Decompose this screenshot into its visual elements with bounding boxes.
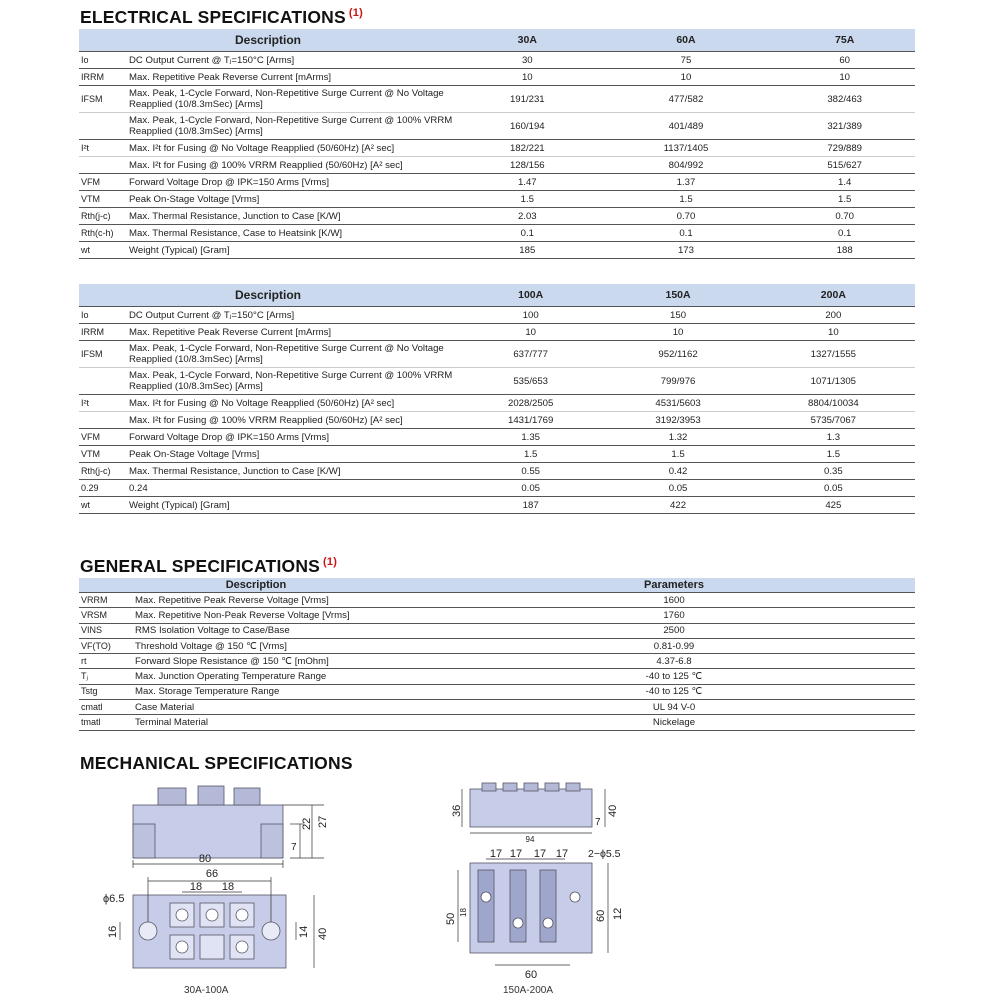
row-value: 382/463 xyxy=(774,86,915,113)
col-description: Description xyxy=(79,284,457,307)
row-description: Max. Peak, 1-Cycle Forward, Non-Repetitive Surge Current @ No Voltage Reapplied (10/8.3mSec) [Arms] xyxy=(127,86,457,113)
row-symbol: VRRM xyxy=(79,593,133,608)
dim-94: 94 xyxy=(525,835,535,844)
row-symbol: IRRM xyxy=(79,324,127,341)
row-value: 10 xyxy=(774,69,915,86)
row-value: 10 xyxy=(604,324,751,341)
col-60a: 60A xyxy=(598,29,775,52)
row-description: Max. Storage Temperature Range xyxy=(133,684,433,699)
row-value: 75 xyxy=(598,52,775,69)
table-row xyxy=(79,86,915,113)
row-value: 10 xyxy=(457,69,598,86)
row-description: Max. Junction Operating Temperature Range xyxy=(133,669,433,684)
row-description: Max. Repetitive Peak Reverse Current [mArms] xyxy=(127,69,457,86)
dim-60: 60 xyxy=(524,969,538,981)
row-value: 2028/2505 xyxy=(457,395,604,412)
row-symbol: IFSM xyxy=(79,86,127,113)
general-table xyxy=(79,578,915,731)
table-row xyxy=(79,341,915,368)
row-symbol: VF(TO) xyxy=(79,638,133,653)
row-value: 729/889 xyxy=(774,140,915,157)
table-row xyxy=(79,715,915,730)
row-value: 1.3 xyxy=(752,429,915,446)
row-symbol xyxy=(79,368,127,395)
table-row xyxy=(79,700,915,715)
table-row xyxy=(79,368,915,395)
table-row xyxy=(79,157,915,174)
row-value: 182/221 xyxy=(457,140,598,157)
table-row xyxy=(79,324,915,341)
row-value: 0.42 xyxy=(604,463,751,480)
row-value: 425 xyxy=(752,497,915,514)
table-row xyxy=(79,463,915,480)
dim-17-b: 17 xyxy=(509,848,523,860)
row-description: Threshold Voltage @ 150 ℃ [Vrms] xyxy=(133,638,433,653)
row-value: 128/156 xyxy=(457,157,598,174)
dim-40: 40 xyxy=(607,804,619,817)
row-description: Max. I²t for Fusing @ 100% VRRM Reapplied (50/60Hz) [A² sec] xyxy=(127,157,457,174)
row-value: 1.5 xyxy=(598,191,775,208)
row-value: 477/582 xyxy=(598,86,775,113)
row-symbol: VRSM xyxy=(79,608,133,623)
row-value: 0.1 xyxy=(774,225,915,242)
row-value: 1.5 xyxy=(604,446,751,463)
dim-18: 18 xyxy=(459,908,468,917)
dim-16: 16 xyxy=(107,925,119,938)
row-value: 1.5 xyxy=(752,446,915,463)
row-value: 1.37 xyxy=(598,174,775,191)
top-view xyxy=(133,895,286,968)
row-description: Max. I²t for Fusing @ No Voltage Reapplied (50/60Hz) [A² sec] xyxy=(127,395,457,412)
row-description: Forward Slope Resistance @ 150 ℃ [mOhm] xyxy=(133,654,433,669)
row-value: 1600 xyxy=(433,593,915,608)
row-value: 799/976 xyxy=(604,368,751,395)
row-value: 3192/3953 xyxy=(604,412,751,429)
row-value: 191/231 xyxy=(457,86,598,113)
col-description: Description xyxy=(79,29,457,52)
row-symbol: 0.29 xyxy=(79,480,127,497)
table-row xyxy=(79,225,915,242)
dim-12: 12 xyxy=(612,907,624,920)
row-description: Max. Peak, 1-Cycle Forward, Non-Repetitive Surge Current @ No Voltage Reapplied (10/8.3mSec) [Arms] xyxy=(127,341,457,368)
table-header xyxy=(79,29,915,52)
row-value: 1071/1305 xyxy=(752,368,915,395)
table-row xyxy=(79,669,915,684)
row-value: 160/194 xyxy=(457,113,598,140)
table-row xyxy=(79,684,915,699)
row-value: 1.5 xyxy=(457,191,598,208)
row-symbol: VFM xyxy=(79,429,127,446)
row-value: 1431/1769 xyxy=(457,412,604,429)
mechanical-heading: MECHANICAL SPECIFICATIONS xyxy=(80,753,353,773)
row-value: -40 to 125 ℃ xyxy=(433,669,915,684)
row-value: 0.55 xyxy=(457,463,604,480)
row-description: Max. Thermal Resistance, Case to Heatsink [K/W] xyxy=(127,225,457,242)
side-view xyxy=(470,783,592,827)
dim-7: 7 xyxy=(291,842,297,853)
dim-40: 40 xyxy=(317,927,329,940)
table-row xyxy=(79,191,915,208)
row-value: 0.70 xyxy=(774,208,915,225)
row-value: 0.70 xyxy=(598,208,775,225)
table-row xyxy=(79,140,915,157)
row-symbol: VTM xyxy=(79,446,127,463)
row-description: DC Output Current @ Tⱼ=150°C [Arms] xyxy=(127,52,457,69)
dim-60-vertical: 60 xyxy=(595,909,607,922)
row-description: RMS Isolation Voltage to Case/Base xyxy=(133,623,433,638)
row-value: 1.47 xyxy=(457,174,598,191)
row-symbol: Io xyxy=(79,52,127,69)
row-value: 10 xyxy=(752,324,915,341)
row-symbol: wt xyxy=(79,497,127,514)
row-value: 8804/10034 xyxy=(752,395,915,412)
col-150a: 150A xyxy=(604,284,751,307)
dim-17-a: 17 xyxy=(489,848,503,860)
row-description: Peak On-Stage Voltage [Vrms] xyxy=(127,191,457,208)
table-row xyxy=(79,638,915,653)
row-value: 1.4 xyxy=(774,174,915,191)
row-symbol: Tⱼ xyxy=(79,669,133,684)
side-view xyxy=(133,786,283,858)
row-value: 401/489 xyxy=(598,113,775,140)
row-symbol: wt xyxy=(79,242,127,259)
table-row xyxy=(79,654,915,669)
row-symbol: IFSM xyxy=(79,341,127,368)
row-description: Forward Voltage Drop @ IPK=150 Arms [Vrms] xyxy=(127,174,457,191)
col-description: Description xyxy=(79,578,433,593)
row-description: Forward Voltage Drop @ IPK=150 Arms [Vrms] xyxy=(127,429,457,446)
row-description: Case Material xyxy=(133,700,433,715)
table-row xyxy=(79,113,915,140)
row-description: Max. Thermal Resistance, Junction to Case [K/W] xyxy=(127,208,457,225)
row-value: -40 to 125 ℃ xyxy=(433,684,915,699)
row-description: Weight (Typical) [Gram] xyxy=(127,242,457,259)
electrical-table-1 xyxy=(79,29,915,259)
row-symbol: Io xyxy=(79,307,127,324)
caption-30a-100a: 30A-100A xyxy=(184,985,229,996)
row-description: Max. Thermal Resistance, Junction to Case [K/W] xyxy=(127,463,457,480)
row-description: Peak On-Stage Voltage [Vrms] xyxy=(127,446,457,463)
row-symbol xyxy=(79,157,127,174)
row-value: 200 xyxy=(752,307,915,324)
row-symbol: tmatl xyxy=(79,715,133,730)
row-symbol: I²t xyxy=(79,140,127,157)
dim-80: 80 xyxy=(198,853,212,865)
row-value: 4531/5603 xyxy=(604,395,751,412)
electrical-heading: ELECTRICAL SPECIFICATIONS $^{(1)}$ xyxy=(80,7,363,27)
col-75a: 75A xyxy=(774,29,915,52)
row-value: 2500 xyxy=(433,623,915,638)
row-symbol: Rth(j-c) xyxy=(79,463,127,480)
table-row xyxy=(79,52,915,69)
row-description: Max. Repetitive Non-Peak Reverse Voltage [Vrms] xyxy=(133,608,433,623)
mechanical-drawing-30a-100a xyxy=(100,780,360,1002)
table-row xyxy=(79,395,915,412)
row-value: 10 xyxy=(598,69,775,86)
row-description: Max. I²t for Fusing @ 100% VRRM Reapplied (50/60Hz) [A² sec] xyxy=(127,412,457,429)
row-value: 150 xyxy=(604,307,751,324)
row-value: 185 xyxy=(457,242,598,259)
table-header xyxy=(79,578,915,593)
table-row xyxy=(79,69,915,86)
row-value: UL 94 V-0 xyxy=(433,700,915,715)
row-symbol: Rth(j-c) xyxy=(79,208,127,225)
col-100a: 100A xyxy=(457,284,604,307)
dim-hole-5-5: 2−ϕ5.5 xyxy=(588,848,621,860)
row-value: 187 xyxy=(457,497,604,514)
row-description: Max. Peak, 1-Cycle Forward, Non-Repetitive Surge Current @ 100% VRRM Reapplied (10/8.3mSec) [Arms] xyxy=(127,368,457,395)
row-symbol: VINS xyxy=(79,623,133,638)
table-row xyxy=(79,480,915,497)
dim-27: 27 xyxy=(317,815,329,828)
table-row xyxy=(79,623,915,638)
row-value: 804/992 xyxy=(598,157,775,174)
row-description: Terminal Material xyxy=(133,715,433,730)
row-value: 100 xyxy=(457,307,604,324)
col-30a: 30A xyxy=(457,29,598,52)
row-value: 30 xyxy=(457,52,598,69)
row-value: 321/389 xyxy=(774,113,915,140)
table-row xyxy=(79,429,915,446)
table-row xyxy=(79,307,915,324)
table-row xyxy=(79,412,915,429)
table-row xyxy=(79,208,915,225)
row-symbol: VFM xyxy=(79,174,127,191)
row-value: 188 xyxy=(774,242,915,259)
dim-14: 14 xyxy=(298,925,310,938)
dim-22: 22 xyxy=(301,817,313,830)
row-value: 173 xyxy=(598,242,775,259)
row-value: 1.5 xyxy=(457,446,604,463)
row-value: 1327/1555 xyxy=(752,341,915,368)
dim-18-b: 18 xyxy=(221,881,235,893)
table-row xyxy=(79,608,915,623)
row-value: 515/627 xyxy=(774,157,915,174)
row-value: 0.81-0.99 xyxy=(433,638,915,653)
table-row xyxy=(79,174,915,191)
dim-17-d: 17 xyxy=(555,848,569,860)
row-description: Max. Repetitive Peak Reverse Current [mArms] xyxy=(127,324,457,341)
row-value: 4.37-6.8 xyxy=(433,654,915,669)
row-description: Max. Peak, 1-Cycle Forward, Non-Repetitive Surge Current @ 100% VRRM Reapplied (10/8.3mSec) [Arms] xyxy=(127,113,457,140)
dim-hole-6-5: ϕ6.5 xyxy=(103,893,125,905)
row-value: 2.03 xyxy=(457,208,598,225)
row-value: 535/653 xyxy=(457,368,604,395)
row-value: 1.32 xyxy=(604,429,751,446)
dim-18-a: 18 xyxy=(189,881,203,893)
general-heading: GENERAL SPECIFICATIONS $^{(1)}$ xyxy=(80,556,338,576)
table-row xyxy=(79,446,915,463)
row-value: 0.05 xyxy=(457,480,604,497)
top-view xyxy=(470,863,592,953)
row-symbol: VTM xyxy=(79,191,127,208)
row-value: 422 xyxy=(604,497,751,514)
row-value: 0.35 xyxy=(752,463,915,480)
row-symbol: IRRM xyxy=(79,69,127,86)
table-row xyxy=(79,242,915,259)
caption-150a-200a: 150A-200A xyxy=(503,985,554,996)
row-value: 0.1 xyxy=(457,225,598,242)
row-description: 0.24 xyxy=(127,480,457,497)
row-value: 5735/7067 xyxy=(752,412,915,429)
electrical-table-2 xyxy=(79,284,915,514)
row-symbol: Rth(c-h) xyxy=(79,225,127,242)
row-value: 1760 xyxy=(433,608,915,623)
row-symbol: I²t xyxy=(79,395,127,412)
dim-17-c: 17 xyxy=(533,848,547,860)
row-value: 0.05 xyxy=(604,480,751,497)
row-value: 1.35 xyxy=(457,429,604,446)
row-symbol xyxy=(79,113,127,140)
row-value: 952/1162 xyxy=(604,341,751,368)
table-row xyxy=(79,497,915,514)
row-description: Max. Repetitive Peak Reverse Voltage [Vrms] xyxy=(133,593,433,608)
table-row xyxy=(79,593,915,608)
row-description: Weight (Typical) [Gram] xyxy=(127,497,457,514)
row-symbol: Tstg xyxy=(79,684,133,699)
row-value: Nickelage xyxy=(433,715,915,730)
mechanical-drawing-150a-200a xyxy=(440,775,660,985)
row-value: 637/777 xyxy=(457,341,604,368)
row-value: 1137/1405 xyxy=(598,140,775,157)
dim-36: 36 xyxy=(451,804,463,817)
row-description: Max. I²t for Fusing @ No Voltage Reapplied (50/60Hz) [A² sec] xyxy=(127,140,457,157)
row-value: 10 xyxy=(457,324,604,341)
row-value: 0.05 xyxy=(752,480,915,497)
col-200a: 200A xyxy=(752,284,915,307)
row-value: 0.1 xyxy=(598,225,775,242)
row-symbol: cmatl xyxy=(79,700,133,715)
col-parameters: Parameters xyxy=(433,578,915,593)
dim-7: 7 xyxy=(595,817,601,828)
row-symbol: rt xyxy=(79,654,133,669)
table-header xyxy=(79,284,915,307)
row-description: DC Output Current @ Tⱼ=150°C [Arms] xyxy=(127,307,457,324)
row-symbol xyxy=(79,412,127,429)
dim-66: 66 xyxy=(205,868,219,880)
dim-50: 50 xyxy=(445,912,457,925)
row-value: 60 xyxy=(774,52,915,69)
row-value: 1.5 xyxy=(774,191,915,208)
